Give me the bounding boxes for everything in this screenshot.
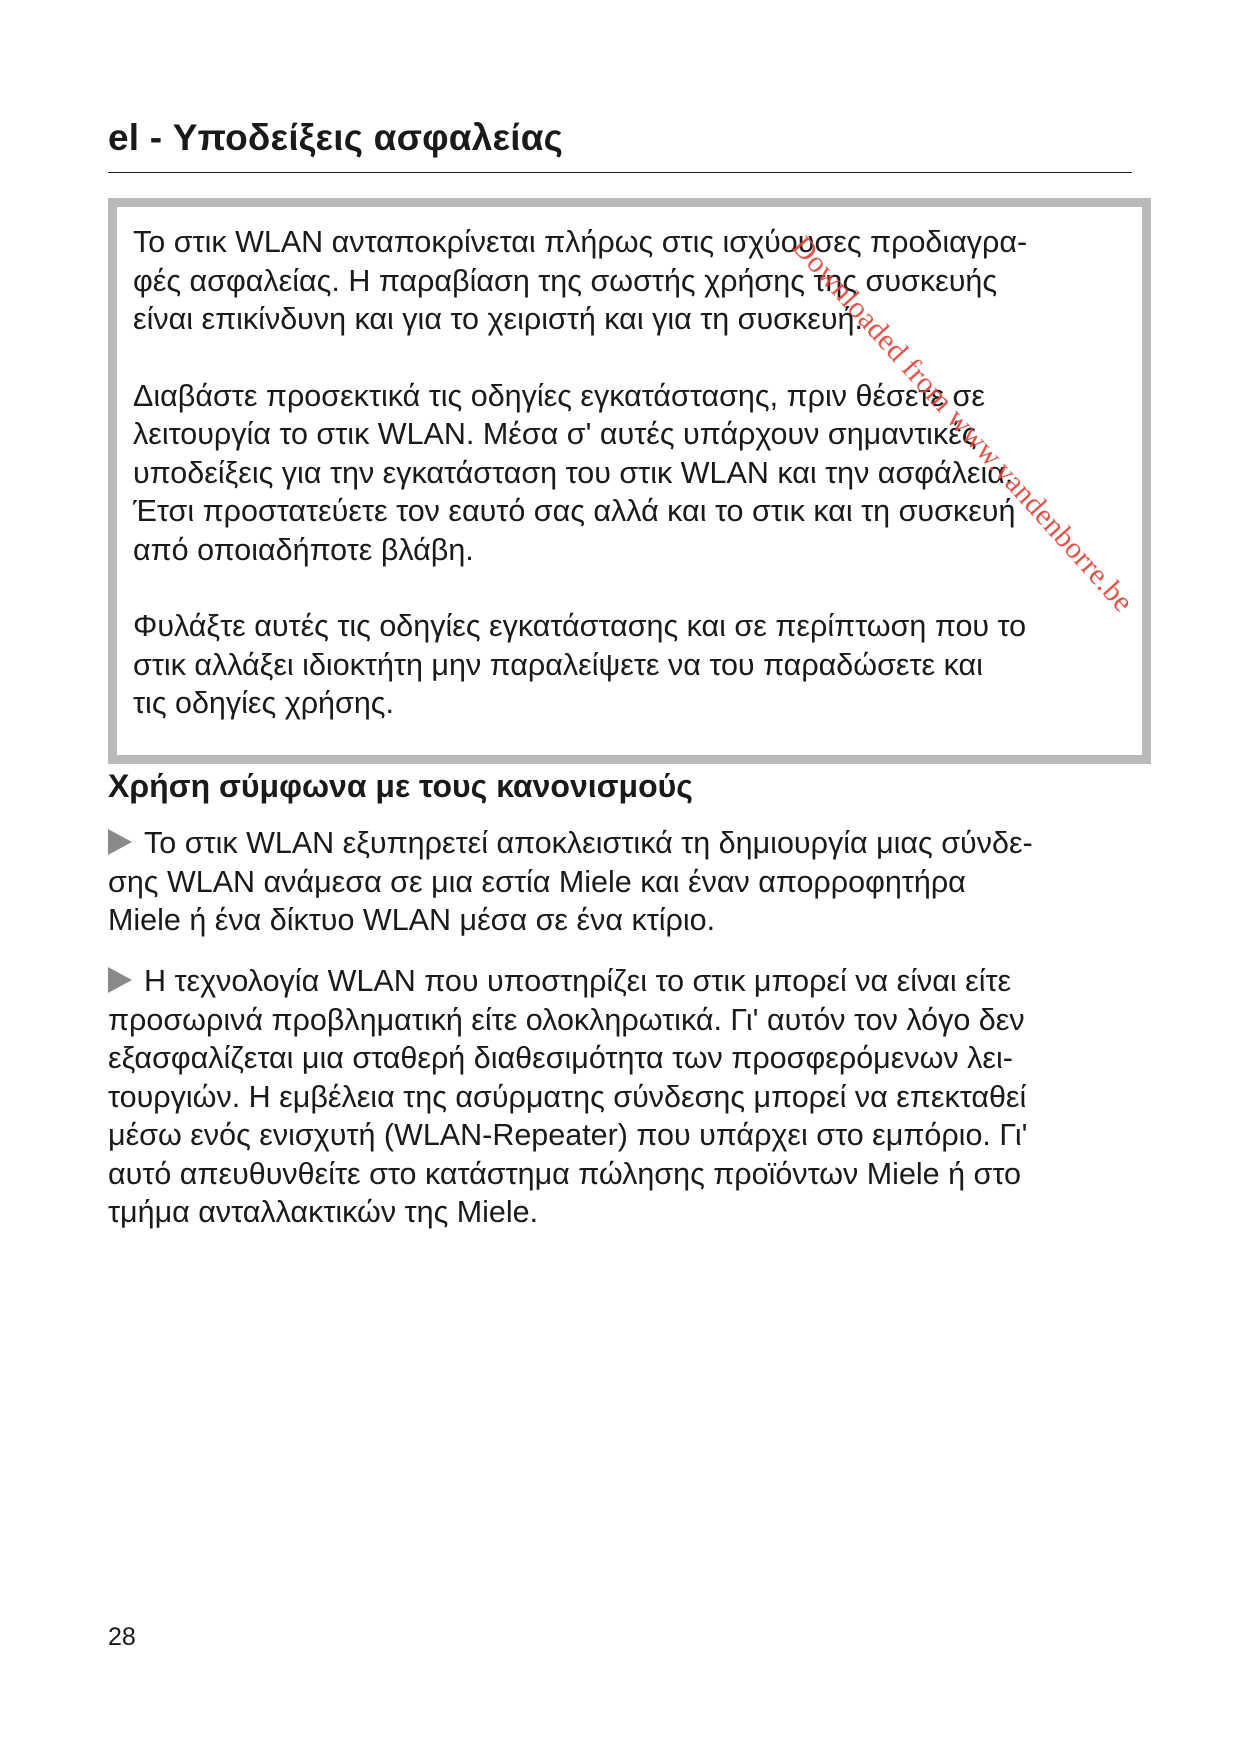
page-number: 28 — [108, 1623, 136, 1651]
notice-paragraph: Φυλάξτε αυτές τις οδηγίες εγκατάστασης και σε περίπτωση που το στικ αλλάξει ιδιοκτήτη μην παραλείψετε να του παραδώσετε και τις οδηγίες χρήσης. — [133, 609, 1027, 720]
page-header — [108, 116, 1132, 173]
page-title: el - Υποδείξεις ασφαλείας — [108, 117, 564, 158]
bullet-item — [108, 962, 1138, 1232]
watermark: Downloaded from www.vandenborre.be — [785, 230, 1140, 619]
bullet-text: Η τεχνολογία WLAN που υποστηρίζει το στικ μπορεί να είναι είτε προσωρινά προβληματική είτε ολοκληρωτικά. Γι' αυτόν τον λόγο δεν εξασφαλίζεται μια σταθερή διαθεσιμότητα των προσφερόμενων λει- τουργιών. Η εμβέλεια της ασύρματης σύνδεσης μπορεί να επεκταθεί μέσω ενός ενισχυτή (WLAN-Repeater) που υπάρχει στο εμπόριο. Γι' αυτό απευθυνθείτε στο κατάστημα πώλησης προϊόντων Miele ή στο τμήμα ανταλλακτικών της Miele. — [108, 964, 1028, 1229]
bullet-text: Το στικ WLAN εξυπηρετεί αποκλειστικά τη δημιουργία μιας σύνδε- σης WLAN ανάμεσα σε μια εστία Miele και έναν απορροφητήρα Miele ή ένα δίκτυο WLAN μέσα σε ένα κτίριο. — [108, 826, 1033, 937]
arrow-right-icon — [108, 967, 132, 993]
notice-paragraph: Διαβάστε προσεκτικά τις οδηγίες εγκατάστασης, πριν θέσετε σε λειτουργία το στικ WLAN. Μέσα σ' αυτές υπάρχουν σημαντικές υποδείξεις για την εγκατάσταση του στικ WLAN και την ασφάλεια. Έτσι προστατεύετε τον εαυτό σας αλλά και το στικ και τη συσκευή από οποιαδήποτε βλάβη. — [133, 378, 1016, 567]
notice-paragraph: Το στικ WLAN ανταποκρίνεται πλήρως στις ισχύουσες προδιαγρα- φές ασφαλείας. Η παραβίαση της σωστής χρήσης της συσκευής είναι επικίνδυνη και για το χειριστή και για τη συσκευή. — [133, 225, 1028, 336]
bullet-item — [108, 824, 1138, 940]
arrow-right-icon — [108, 829, 132, 855]
section-heading: Χρήση σύμφωνα με τους κανονισμούς — [108, 768, 693, 804]
